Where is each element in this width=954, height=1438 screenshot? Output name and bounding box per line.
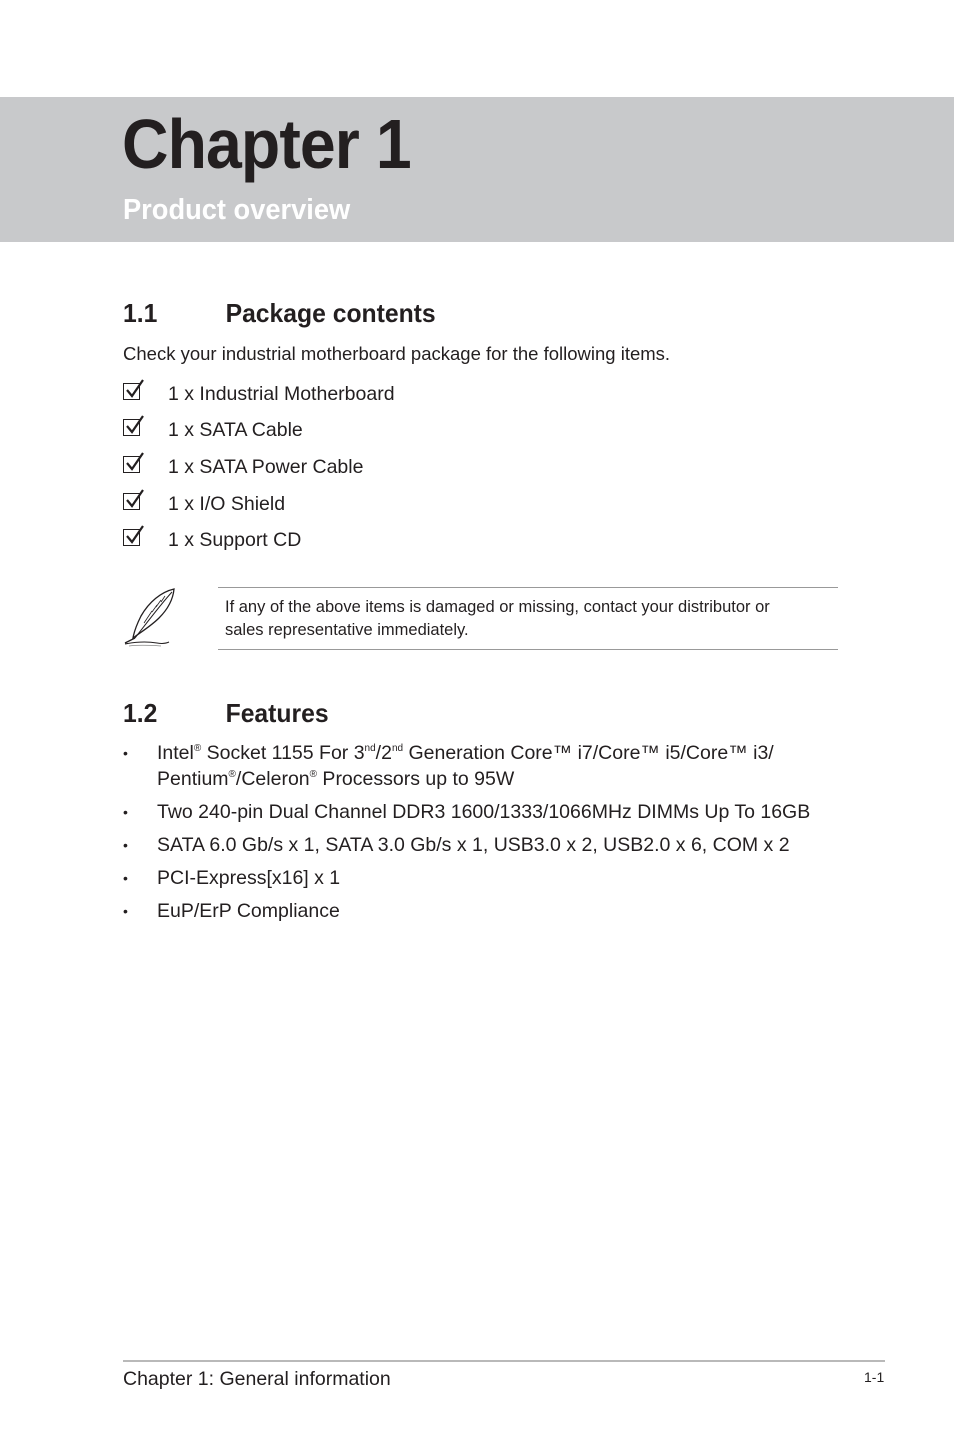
checked-box-icon (123, 493, 140, 510)
section-heading-package-contents (123, 297, 436, 329)
checklist-item-label: 1 x Industrial Motherboard (168, 382, 395, 405)
bullet: • (123, 903, 128, 919)
section-number: 1.2 (123, 698, 158, 728)
checked-box-icon (123, 456, 140, 473)
feature-text: Intel (157, 742, 194, 764)
checklist-item (123, 486, 395, 523)
section-title: Package contents (225, 298, 436, 328)
bullet: • (123, 870, 128, 886)
section-heading-features (123, 697, 329, 729)
features-list (123, 740, 843, 931)
section-title: Features (225, 698, 329, 728)
checklist-item (123, 413, 395, 450)
feather-quill-icon (121, 586, 183, 653)
checklist-item (123, 376, 395, 413)
feature-text: EuP/ErP Compliance (157, 900, 340, 922)
feature-text: Socket 1155 For 3 (201, 742, 365, 764)
feature-item (123, 740, 843, 792)
ordinal-suffix: nd (364, 743, 376, 754)
bullet: • (123, 804, 128, 820)
chapter-title: Chapter 1 (122, 105, 411, 183)
note-box (218, 587, 838, 650)
package-intro: Check your industrial motherboard package for the following items. (123, 343, 671, 364)
footer-divider (123, 1360, 885, 1362)
registered-mark: ® (228, 769, 236, 780)
section-number: 1.1 (123, 298, 158, 328)
feature-text: /2 (375, 742, 392, 764)
feature-text: SATA 6.0 Gb/s x 1, SATA 3.0 Gb/s x 1, USB3.0 x 2, USB2.0 x 6, COM x 2 (157, 834, 790, 856)
note-line-2: sales representative immediately. (225, 621, 469, 639)
feature-item (123, 865, 843, 891)
chapter-subtitle: Product overview (123, 194, 351, 226)
checklist-item-label: 1 x SATA Power Cable (168, 455, 364, 478)
checklist-item-label: 1 x SATA Cable (168, 419, 303, 442)
feature-text: /Celeron (235, 768, 310, 790)
feature-text: Processors up to 95W (317, 768, 515, 790)
bullet: • (123, 745, 128, 761)
checklist-item-label: 1 x Support CD (168, 529, 302, 552)
checklist-item (123, 522, 395, 559)
feature-text: Two 240-pin Dual Channel DDR3 1600/1333/1066MHz DIMMs Up To 16GB (157, 801, 811, 823)
checked-box-icon (123, 529, 140, 546)
feature-text: Generation Core™ i7/Core™ i5/Core™ i3/ (403, 742, 774, 764)
bullet: • (123, 837, 128, 853)
checked-box-icon (123, 383, 140, 400)
ordinal-suffix: nd (391, 743, 404, 754)
registered-mark: ® (309, 769, 318, 780)
footer-chapter-label: Chapter 1: General information (123, 1368, 391, 1390)
checklist-item (123, 449, 395, 486)
package-checklist (123, 376, 395, 559)
checked-box-icon (123, 419, 140, 436)
feature-item (123, 898, 843, 924)
feature-item (123, 799, 843, 825)
feature-item (123, 832, 843, 858)
registered-mark: ® (193, 743, 202, 754)
note-line-1: If any of the above items is damaged or missing, contact your distributor or (225, 598, 770, 616)
checklist-item-label: 1 x I/O Shield (168, 492, 286, 515)
footer-page-number: 1-1 (864, 1369, 885, 1385)
note-text (225, 596, 825, 642)
feature-text: PCI-Express[x16] x 1 (157, 867, 341, 889)
feature-text: Pentium (157, 768, 229, 790)
